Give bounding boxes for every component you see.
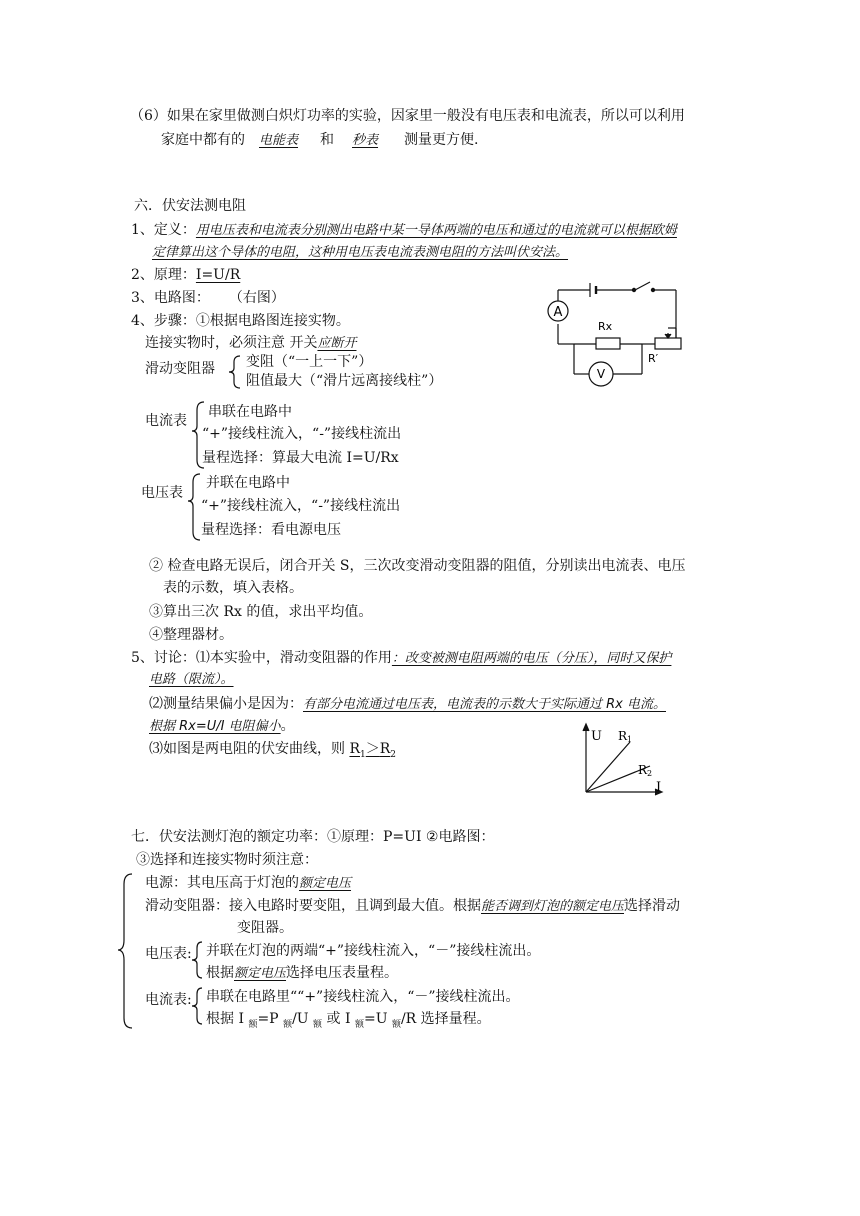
step2-line1: ② 检查电路无误后，闭合开关 S，三次改变滑动变阻器的阻值，分别读出电流表、电压 bbox=[149, 558, 686, 574]
item6-line1: （6）如果在家里做测白炽灯功率的实验，因家里一般没有电压表和电流表，所以可以利用 bbox=[130, 108, 685, 124]
disc3-r1: R bbox=[349, 741, 360, 757]
sec7-rheostat bbox=[145, 896, 680, 917]
sec7-amp-b2 bbox=[206, 1009, 491, 1035]
disc3-label: ⑶如图是两电阻的伏安曲线，则 bbox=[149, 741, 350, 757]
disc1-answer-1: ：改变被测电阻两端的电压（分压），同时又保护 bbox=[391, 651, 672, 666]
sec6-title: 六．伏安法测电阻 bbox=[134, 198, 246, 214]
disc2-end: 。 bbox=[280, 718, 295, 734]
disc1 bbox=[131, 648, 671, 669]
amp-b2-s3: 额 bbox=[313, 1019, 323, 1030]
disc3 bbox=[149, 739, 396, 765]
graph-r2-label bbox=[638, 763, 652, 778]
rheostat-brace bbox=[228, 354, 242, 390]
voltmeter-b2: “+”接线柱流入，“-”接线柱流出 bbox=[201, 498, 401, 514]
def-text-2: 定律算出这个导体的电阻，这种用电压表电流表测电阻的方法叫伏安法。 bbox=[152, 245, 569, 260]
ammeter-label: 电流表 bbox=[145, 413, 187, 429]
principle-label: 2、原理： bbox=[131, 267, 196, 283]
iv-graph bbox=[578, 720, 668, 800]
voltmeter-b1: 并联在电路中 bbox=[206, 475, 290, 491]
disc3-r2-sub: 2 bbox=[390, 749, 397, 760]
disc1-answer-2: 电路（限流）。 bbox=[149, 672, 234, 687]
sec7-title: 七．伏安法测灯泡的额定功率：①原理：P=UI ②电路图： bbox=[131, 829, 495, 845]
rheostat-b1: 变阻（“一上一下”） bbox=[246, 354, 373, 370]
sec7-amp-brace bbox=[192, 986, 204, 1026]
ammeter-b2: “+”接线柱流入，“-”接线柱流出 bbox=[202, 426, 402, 442]
circuit-rheostat-label: R′ bbox=[648, 352, 659, 365]
circuit-voltmeter-label: V bbox=[596, 367, 606, 381]
blank-stopwatch: 秒表 bbox=[352, 133, 379, 148]
ammeter-b1: 串联在电路中 bbox=[208, 404, 292, 420]
amp-b2-s4: 额 bbox=[354, 1019, 364, 1030]
amp-b2-s5: 额 bbox=[391, 1019, 401, 1030]
sec6-def bbox=[131, 220, 677, 241]
sec6-connect bbox=[145, 333, 356, 354]
graph-r1-label bbox=[618, 729, 632, 744]
item6-line2 bbox=[161, 130, 478, 151]
amp-b2-d: 或 I bbox=[322, 1011, 355, 1027]
power-value: 额定电压 bbox=[299, 876, 352, 891]
volt-b2-text: 根据 bbox=[206, 965, 234, 981]
circuit-diagram bbox=[540, 280, 690, 390]
amp-b2-e: =U bbox=[363, 1011, 392, 1027]
amp-b2-a: 根据 I bbox=[206, 1011, 249, 1027]
amp-b2-c: /U bbox=[292, 1011, 314, 1027]
sec7-amp-label: 电流表: bbox=[145, 992, 192, 1008]
rheostat-label: 滑动变阻器 bbox=[145, 361, 215, 377]
sec7-volt-b1: 并联在灯泡的两端“+”接线柱流入，“－”接线柱流出。 bbox=[206, 943, 541, 959]
volt-b2-end: 选择电压表量程。 bbox=[286, 965, 399, 981]
disc2-label: ⑵测量结果偏小是因为： bbox=[149, 696, 303, 712]
principle-value: I=U/R bbox=[195, 267, 241, 283]
disc1-label: 5、讨论：⑴本实验中，滑动变阻器的作用 bbox=[131, 650, 392, 666]
power-text: 电源：其电压高于灯泡的 bbox=[145, 875, 299, 891]
disc2-answer-1: 有部分电流通过电压表，电流表的示数大于实际通过 Rx 电流。 bbox=[303, 697, 666, 712]
connect-text: 连接实物时，必须注意 开关 bbox=[145, 335, 318, 351]
circuit-rx-label: Rx bbox=[598, 320, 613, 333]
ammeter-b3: 量程选择：算最大电流 I=U/Rx bbox=[202, 450, 399, 466]
disc3-r2: R bbox=[379, 741, 391, 757]
disc2-line2 bbox=[149, 716, 295, 737]
sec7-power bbox=[145, 873, 351, 894]
rheo-value: 能否调到灯泡的额定电压 bbox=[481, 899, 625, 914]
item6-text-and: 和 bbox=[320, 132, 335, 148]
sec7-big-brace bbox=[118, 872, 134, 1030]
connect-value: 应断开 bbox=[317, 336, 357, 351]
graph-r1-letter: R bbox=[618, 729, 628, 743]
sec7-amp-b1: 串联在电路里““+”接线柱流入，“－”接线柱流出。 bbox=[206, 989, 520, 1005]
rheo-text-end: 选择滑动 bbox=[624, 898, 681, 914]
amp-b2-b: =P bbox=[257, 1011, 284, 1027]
disc3-gt: ＞ bbox=[365, 741, 380, 757]
def-text-1: 用电压表和电流表分别测出电路中某一导体两端的电压和通过的电流就可以根据欧姆 bbox=[195, 223, 677, 238]
voltmeter-brace bbox=[188, 472, 202, 542]
sec7-volt-label: 电压表: bbox=[145, 946, 192, 962]
amp-b2-s2: 额 bbox=[283, 1019, 293, 1030]
disc3-answer bbox=[349, 741, 397, 760]
graph-i-label: I bbox=[656, 780, 662, 795]
sec7-sub: ③选择和连接实物时须注意： bbox=[136, 852, 318, 868]
rheostat-b2: 阻值最大（“滑片远离接线柱”） bbox=[246, 373, 443, 389]
circuit-ammeter-label: A bbox=[553, 305, 563, 320]
disc3-r1-sub: 1 bbox=[360, 749, 366, 760]
circuit-note: （右图） bbox=[235, 290, 285, 306]
item6-text-end: 测量更方便. bbox=[404, 132, 479, 148]
volt-b2-value: 额定电压 bbox=[234, 966, 287, 981]
sec7-rheostat-line2: 变阻器。 bbox=[237, 920, 293, 936]
def-label: 1、定义： bbox=[131, 222, 196, 238]
graph-r1-sub: 1 bbox=[627, 735, 633, 744]
voltmeter-b3: 量程选择：看电源电压 bbox=[201, 522, 341, 538]
amp-b2-f: /R 选择量程。 bbox=[400, 1011, 491, 1027]
graph-r2-sub: 2 bbox=[647, 769, 653, 778]
disc2 bbox=[149, 694, 666, 715]
amp-b2-s1: 额 bbox=[248, 1019, 258, 1030]
step3: ③算出三次 Rx 的值，求出平均值。 bbox=[149, 604, 373, 620]
item6-text: 家庭中都有的 bbox=[161, 132, 245, 148]
rheo-text: 滑动变阻器：接入电路时要变阻，且调到最大值。根据 bbox=[145, 898, 481, 914]
circuit-label: 3、电路图： bbox=[131, 290, 210, 306]
sec6-principle bbox=[131, 265, 240, 285]
graph-u-label: U bbox=[591, 729, 602, 744]
sec7-volt-brace bbox=[192, 940, 204, 980]
sec7-volt-b2 bbox=[206, 963, 398, 984]
voltmeter-label: 电压表 bbox=[141, 485, 183, 501]
disc2-answer-2: 根据 Rx=U/I 电阻偏小 bbox=[149, 719, 281, 734]
blank-energy-meter: 电能表 bbox=[259, 133, 299, 148]
sec6-circuit-label bbox=[131, 288, 285, 308]
step2-line2: 表的示数，填入表格。 bbox=[163, 580, 303, 596]
graph-r2-letter: R bbox=[638, 763, 648, 777]
step4: ④整理器材。 bbox=[149, 627, 233, 643]
sec6-steps: 4、步骤：①根据电路图连接实物。 bbox=[131, 313, 350, 329]
